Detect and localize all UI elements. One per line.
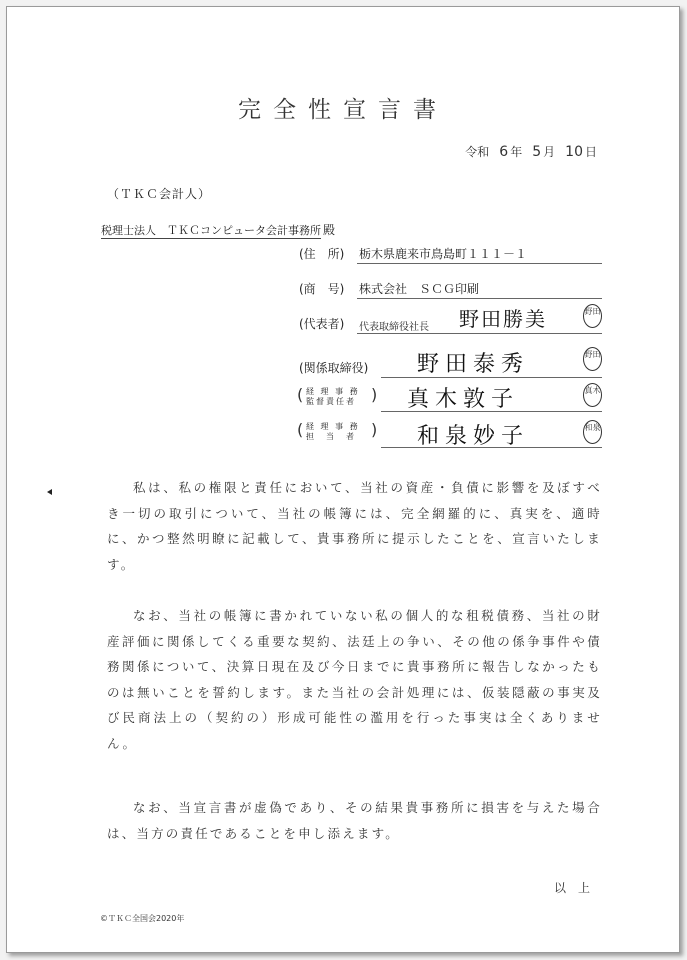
supervisor-signature: 真木敦子 — [407, 387, 520, 412]
paragraph-3: なお、当宣言書が虚偽であり、その結果貴事務所に損害を与えた場合は、当方の責任であることを申し添えます。 — [107, 800, 602, 841]
officer-label: (関係取締役) — [299, 361, 369, 375]
paragraph-1: 私は、私の権限と責任において、当社の資産・負債に影響を及ぼすべき一切の取引について、当社の帳簿には、完全網羅的に、真実を、適時に、かつ整然明瞭に記載して、貴事務所に提示したことを、宣言いたします。 — [107, 480, 602, 572]
address-underline — [357, 263, 602, 264]
staff-label — [306, 422, 360, 442]
paragraph-declaration — [107, 475, 602, 577]
address-value: 栃木県鹿来市鳥島町１１１－１ — [359, 247, 528, 261]
supervisor-underline — [381, 411, 602, 412]
representative-row — [299, 313, 599, 335]
date-month-unit: 月 — [543, 145, 556, 159]
date-year: 6 — [499, 144, 509, 160]
officer-signature: 野田泰秀 — [417, 352, 530, 377]
supervisor-open-paren: ( — [297, 385, 304, 404]
address-label: (住 所) — [299, 247, 345, 261]
staff-close-paren: ) — [371, 420, 378, 439]
officer-seal: 野田 — [583, 347, 602, 371]
representative-title: 代表取締役社長 — [359, 322, 429, 333]
paragraph-pledge — [107, 603, 602, 756]
addressee-honorific: 殿 — [323, 223, 336, 237]
paragraph-2: なお、当社の帳簿に書かれていない私の個人的な租税債務、当社の財産評価に関係してくる重要な契約、法廷上の争い、その他の係争事件や債務関係について、決算日現在及び今日までに貴事務所に報告しなかったものは無いことを誓約します。また当社の会計処理には、仮装隠蔽の事実及び民商法上の（契約の）形成可能性の濫用を行った事実は全くありません。 — [107, 608, 602, 751]
date-day-unit: 日 — [584, 145, 597, 159]
company-row — [299, 278, 599, 300]
staff-label-line1: 経 理 事 務 — [306, 422, 360, 431]
date-year-unit: 年 — [510, 145, 523, 159]
copyright: ©ＴＫＣ全国会2020年 — [100, 914, 185, 923]
representative-signature: 野田勝美 — [459, 307, 547, 331]
date-era: 令和 — [465, 145, 490, 159]
representative-label: (代表者) — [299, 317, 345, 331]
supervisor-label-line2: 監督責任者 — [306, 397, 356, 406]
staff-open-paren: ( — [297, 420, 304, 439]
addressee-firm-name: 税理士法人 ＴＫＣコンピュータ会計事務所 — [101, 224, 321, 237]
addressee-firm — [101, 221, 335, 238]
document-page — [6, 6, 680, 953]
company-label: (商 号) — [299, 282, 345, 296]
representative-underline — [357, 333, 602, 334]
supervisor-close-paren: ) — [371, 385, 378, 404]
staff-label-line2: 担 当 者 — [306, 432, 356, 441]
document-title: 完全性宣言書 — [238, 97, 448, 123]
supervisor-label-line1: 経 理 事 務 — [306, 387, 360, 396]
paragraph-liability — [107, 795, 602, 846]
date-month: 5 — [532, 144, 542, 160]
staff-underline — [381, 447, 602, 448]
document-date — [465, 143, 597, 160]
officer-underline — [381, 377, 602, 378]
company-value: 株式会社 ＳＣＧ印刷 — [359, 282, 480, 296]
address-row — [299, 243, 599, 265]
supervisor-seal: 真木 — [583, 383, 602, 407]
staff-seal: 和泉 — [583, 420, 602, 444]
company-underline — [357, 298, 602, 299]
staff-signature: 和泉妙子 — [417, 424, 530, 449]
addressee-group: （ＴＫＣ会計人） — [107, 187, 212, 201]
arrow-left-icon — [47, 489, 52, 495]
supervisor-label — [306, 387, 360, 407]
date-day: 10 — [565, 144, 583, 160]
closing-mark: 以上 — [554, 881, 603, 895]
officer-row — [299, 357, 409, 379]
representative-seal: 野田 — [583, 304, 602, 328]
